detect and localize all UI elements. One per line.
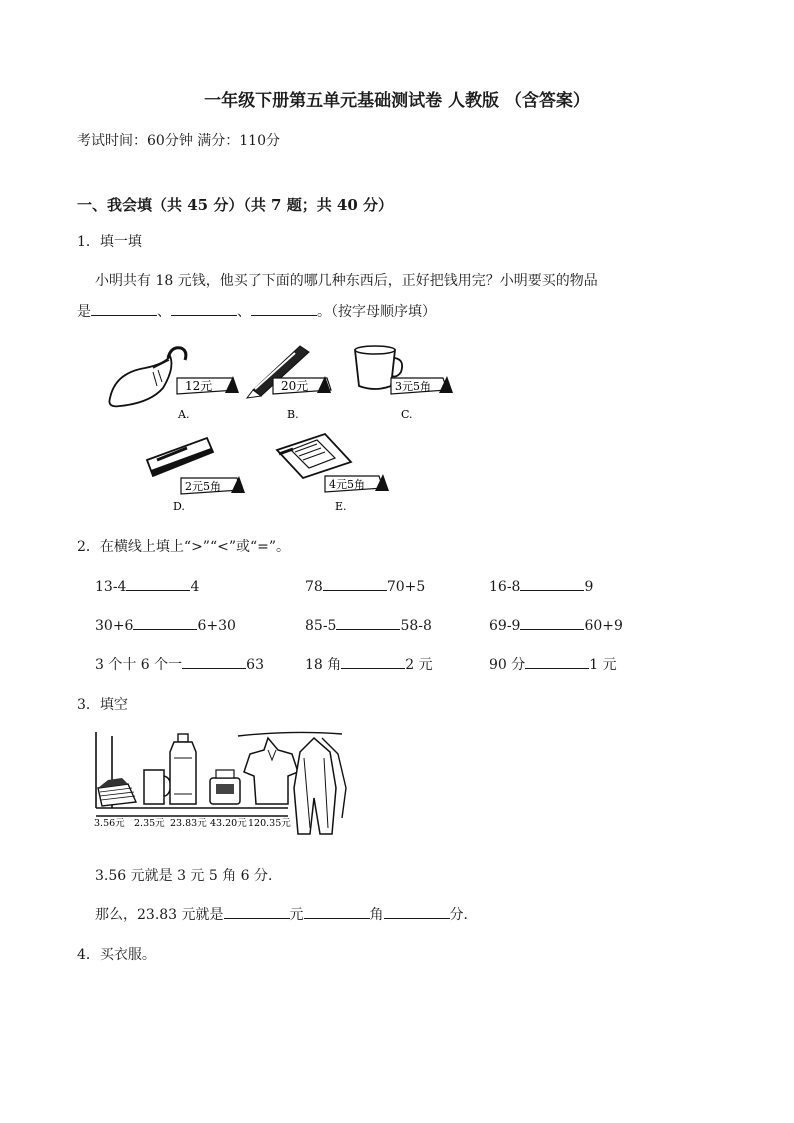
price-label: 120.35元 (248, 818, 291, 829)
thermos-item (170, 734, 196, 804)
expr-right: 58-8 (400, 618, 432, 634)
expr-right: 4 (190, 579, 200, 595)
answer-blank-1[interactable] (91, 301, 157, 316)
shopping-items-figure (95, 338, 465, 516)
expr-left: 3 个十 6 个一 (95, 657, 183, 673)
expr-right: 60+9 (584, 618, 623, 634)
separator: 、 (157, 304, 171, 320)
question-4-heading (77, 944, 156, 964)
yuan-blank[interactable] (224, 904, 290, 919)
question-1-answer-line (77, 301, 436, 321)
compare-item (489, 654, 617, 674)
compare-blank[interactable] (520, 576, 584, 591)
compare-item (489, 615, 623, 634)
expr-left: 30+6 (95, 618, 134, 634)
expr-left: 16-8 (489, 579, 521, 595)
compare-item (95, 654, 264, 674)
price-label: 3.56元 (94, 818, 125, 829)
expr-left: 18 角 (305, 657, 342, 673)
question-number: 2． (77, 539, 100, 555)
question-1-text: 小明共有 18 元钱，他买了下面的哪几种东西后，正好把钱用完？小明要买的物品 (95, 273, 598, 289)
expr-right: 9 (584, 579, 594, 595)
exam-info: 考试时间：60分钟 满分：110分 (77, 133, 280, 149)
book-item (277, 434, 351, 478)
expr-left: 78 (305, 579, 323, 595)
question-title: 填空 (99, 697, 128, 713)
price-d: 2元5角 (185, 480, 221, 493)
question-title: 买衣服。 (99, 947, 156, 963)
compare-blank[interactable] (182, 654, 246, 669)
q3-question (95, 904, 478, 924)
expr-right: 2 元 (405, 657, 433, 673)
price-label: 23.83元 (170, 818, 207, 829)
expr-left: 13-4 (95, 579, 127, 595)
fen-blank[interactable] (384, 904, 450, 919)
shop-shelf-figure (92, 728, 357, 840)
compare-item (489, 576, 593, 595)
coat-item (294, 738, 346, 834)
question-2-heading (77, 536, 290, 556)
expr-right: 6+30 (197, 618, 236, 634)
umbrella-item (109, 348, 185, 407)
compare-item (305, 576, 425, 595)
letter-d: D. (173, 500, 185, 513)
compare-blank[interactable] (525, 654, 589, 669)
expr-left: 85-5 (305, 618, 337, 634)
expr-left: 69-9 (489, 618, 521, 634)
unit-yuan: 元 (289, 907, 304, 923)
pencil-box-item (147, 438, 213, 476)
expr-right: 1 元 (589, 657, 617, 673)
bag-item (98, 778, 136, 806)
answer-suffix: 。（按字母顺序填） (317, 304, 436, 320)
separator: 、 (237, 304, 251, 320)
question-title: 在横线上填上“>”“<”或“=”。 (99, 539, 291, 555)
expr-right: 63 (246, 657, 264, 673)
jiao-blank[interactable] (304, 904, 370, 919)
letter-a: A. (178, 408, 190, 421)
compare-blank[interactable] (133, 615, 197, 630)
answer-blank-3[interactable] (251, 301, 317, 316)
answer-blank-2[interactable] (171, 301, 237, 316)
page-title: 一年级下册第五单元基础测试卷 人教版 （含答案） (204, 91, 590, 111)
price-label: 43.20元 (210, 818, 247, 829)
unit-fen: 分． (449, 907, 478, 923)
price-label: 2.35元 (134, 818, 165, 829)
q3-example: 3.56 元就是 3 元 5 角 6 分． (95, 868, 283, 884)
compare-blank[interactable] (126, 576, 190, 591)
question-1-heading (77, 231, 142, 251)
question-number: 1． (77, 234, 100, 250)
answer-prefix: 是 (77, 304, 91, 320)
price-b: 20元 (281, 379, 309, 393)
unit-jiao: 角 (369, 907, 384, 923)
lunchbox-item (210, 770, 240, 804)
q3-ask: 那么，23.83 元就是 (95, 907, 224, 923)
letter-e: E. (335, 500, 347, 513)
compare-blank[interactable] (341, 654, 405, 669)
price-e: 4元5角 (329, 478, 365, 491)
section-heading: 一、我会填（共 45 分）（共 7 题；共 40 分） (77, 196, 394, 214)
question-number: 4． (77, 947, 100, 963)
mug-item (144, 770, 170, 804)
shirt-item (244, 738, 298, 804)
compare-blank[interactable] (520, 615, 584, 630)
compare-item (95, 576, 199, 595)
question-title: 填一填 (99, 234, 142, 250)
compare-blank[interactable] (323, 576, 387, 591)
letter-b: B. (287, 408, 299, 421)
compare-item (95, 615, 236, 634)
question-number: 3． (77, 697, 100, 713)
expr-right: 70+5 (386, 579, 426, 595)
price-a: 12元 (185, 379, 213, 393)
expr-left: 90 分 (489, 657, 526, 673)
letter-c: C. (401, 408, 413, 421)
compare-item (305, 615, 432, 634)
compare-item (305, 654, 433, 674)
compare-blank[interactable] (336, 615, 400, 630)
question-3-heading (77, 694, 128, 714)
price-c: 3元5角 (395, 380, 431, 393)
